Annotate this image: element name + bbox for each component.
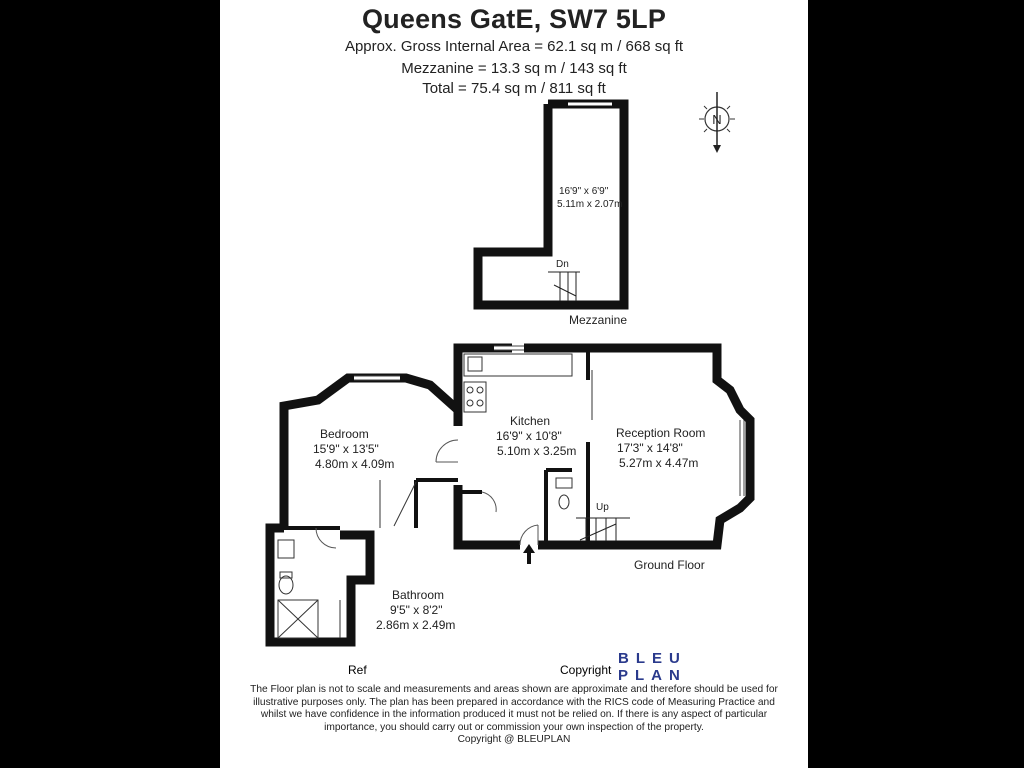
- floor-plan-sheet: [220, 0, 808, 768]
- entrance-arrow-icon: [523, 544, 535, 564]
- reception-imperial: 17'3" x 14'8": [617, 441, 683, 455]
- brand-line-2: PLAN: [618, 667, 687, 684]
- bathroom-name: Bathroom: [392, 588, 445, 602]
- reception-metric: 5.27m x 4.47m: [619, 456, 699, 470]
- mezzanine-stair: [548, 272, 580, 301]
- bathroom-imperial: 9'5" x 8'2": [390, 603, 443, 617]
- gross-internal-area: Approx. Gross Internal Area = 62.1 sq m / 668 sq ft: [344, 38, 684, 55]
- copyright-label: Copyright: [560, 663, 612, 677]
- total-area: Total = 75.4 sq m / 811 sq ft: [422, 80, 606, 97]
- bedroom-metric: 4.80m x 4.09m: [315, 457, 395, 471]
- kitchen-metric: 5.10m x 3.25m: [497, 444, 577, 458]
- mezzanine-floor-label: Mezzanine: [569, 313, 628, 327]
- brand-line-1: BLEU: [618, 650, 687, 667]
- reception-name: Reception Room: [616, 426, 706, 440]
- kitchen-units: [464, 354, 592, 420]
- mezzanine-room-imperial: 16'9" x 6'9": [559, 186, 609, 197]
- copyright-line: Copyright @ BLEUPLAN: [457, 734, 571, 745]
- bedroom-name: Bedroom: [320, 427, 369, 441]
- floor-plan-drawing: [220, 0, 808, 768]
- kitchen-imperial: 16'9" x 10'8": [496, 429, 562, 443]
- ref-label: Ref: [348, 663, 367, 677]
- ground-floor-label: Ground Floor: [634, 558, 705, 572]
- mezzanine-stair-label: Dn: [556, 259, 569, 270]
- disclaimer-text: The Floor plan is not to scale and measurements and areas shown are approximate and therefore should be used for illustrative purposes only. The plan has been prepared in accordance with the RICS code of Measuring Practice and whilst we have confidence in the information produced it must not be relied on. If there is any aspect of particular importance, you should carry out or commission your own inspection of the property.: [250, 684, 778, 733]
- ground-stair-label: Up: [596, 502, 609, 513]
- kitchen-name: Kitchen: [510, 414, 551, 428]
- ground-stair: [576, 518, 630, 541]
- ground-floor-walls: [270, 348, 750, 642]
- mezzanine-room-metric: 5.11m x 2.07m: [557, 199, 623, 210]
- disclaimer: [250, 684, 778, 747]
- property-title: Queens GatE, SW7 5LP: [361, 4, 667, 34]
- bathroom-fittings: [278, 540, 340, 638]
- mezzanine-area: Mezzanine = 13.3 sq m / 143 sq ft: [401, 60, 627, 77]
- compass-letter: N: [712, 112, 722, 127]
- bedroom-imperial: 15'9" x 13'5": [313, 442, 379, 456]
- bathroom-metric: 2.86m x 2.49m: [376, 618, 456, 632]
- bleuplan-logo: [618, 650, 687, 684]
